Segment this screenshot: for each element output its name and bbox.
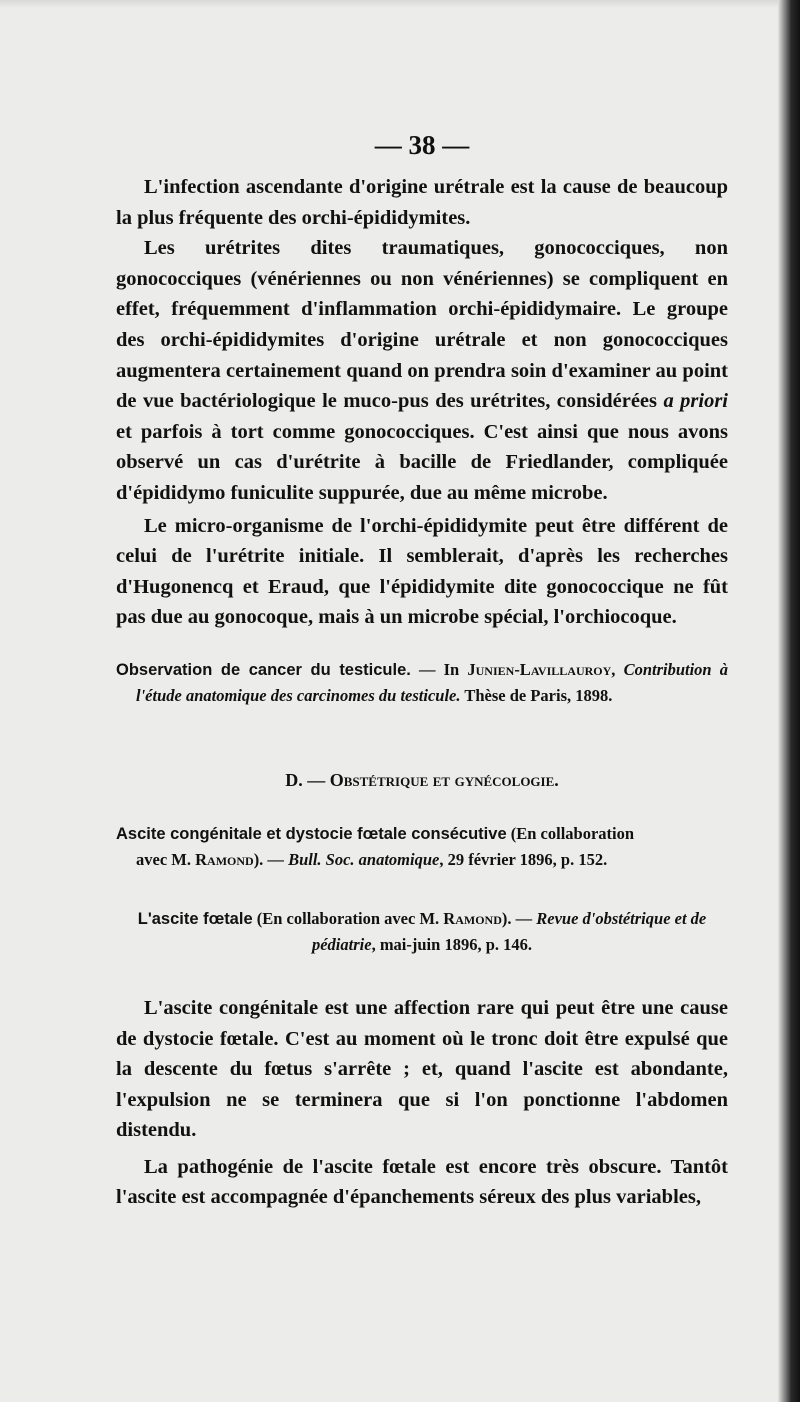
ref1-rest: Thèse de Paris, 1898. xyxy=(460,685,613,705)
para2-italic: a priori xyxy=(663,390,729,413)
para2-text-b: et parfois à tort comme gonococciques. C'est ainsi que nous avons observé un cas d'urétrite à bacille de Friedlander, compliquée d'épididymo funiculite suppurée, due au même microbe. xyxy=(116,420,728,504)
ref2-line2 xyxy=(116,847,728,872)
section-title: Obstétrique et gynécologie. xyxy=(329,769,559,790)
ref2-author: Ramond xyxy=(195,849,254,869)
page-right-shadow xyxy=(778,0,800,1402)
ref2-line2-pre: avec M. xyxy=(136,849,196,869)
paragraph-micro-organisme xyxy=(116,511,728,633)
page-number: — 38 — xyxy=(374,130,470,160)
ref3-dash: ). — xyxy=(501,908,537,928)
ref1-work: Contribution à l'étude anatomique des carcinomes du testicule. xyxy=(136,659,729,705)
ref3-author: Ramond xyxy=(443,908,502,928)
ref2-rest: , 29 février 1896, p. 152. xyxy=(439,849,608,869)
ref1-dash: — In xyxy=(410,659,468,679)
reference-ascite-congenitale xyxy=(116,821,728,872)
ref3-title: L'ascite fœtale xyxy=(137,909,253,928)
para1-line1: L'infection ascendante d'origine urétrale est la cause de beaucoup xyxy=(144,176,728,198)
section-letter: D. xyxy=(285,769,303,790)
ref3-rest: , mai-juin 1896, p. 146. xyxy=(371,934,532,954)
ref1-comma: , xyxy=(611,659,624,679)
section-heading xyxy=(116,770,728,791)
para5-text: La pathogénie de l'ascite fœtale est encore très obscure. Tantôt l'ascite est accompagnée d'épanchements séreux des plus variables, xyxy=(116,1155,728,1209)
ref3-journal: Revue d'obstétrique et de pédiatrie xyxy=(311,908,707,954)
ref2-title: Ascite congénitale et dystocie fœtale consécutive xyxy=(116,824,507,843)
page-top-shadow xyxy=(0,0,800,8)
page-text xyxy=(116,122,728,1213)
para3-text: Le micro-organisme de l'orchi-épididymite peut être différent de celui de l'urétrite initiale. Il semblerait, d'après les recherches d'Hugonencq et Eraud, que l'épididymite dite gonococcique ne fût pas due au gonocoque, mais à un microbe spécial, l'orchiocoque. xyxy=(116,514,728,629)
ref2-mid: ). — xyxy=(253,849,289,869)
paragraph-infection xyxy=(116,172,728,233)
reference-ascite-foetale xyxy=(116,906,728,957)
ref1-title: Observation de cancer du testicule. xyxy=(116,660,411,679)
ref2-collab: (En collaboration xyxy=(506,823,635,843)
section-dash: — xyxy=(302,769,330,790)
paragraph-uretrites xyxy=(116,233,728,508)
ref1-author: Junien-Lavillauroy xyxy=(467,659,612,679)
para1-line2: la plus fréquente des orchi-épididymites. xyxy=(116,206,471,229)
paragraph-pathogenie xyxy=(116,1152,728,1213)
para2-text-a: Les urétrites dites traumatiques, gonococciques, non gonococciques (vénériennes ou non vénériennes) se compliquent en effet, fréquemment d'inflammation orchi-épididymaire. Le groupe des orchi-épididymites d'origine urétrale et non gonococciques augmentera certainement quand on prendra soin d'examiner au point de vue bactériologique le muco-pus des urétrites, considérées xyxy=(116,237,728,413)
para4-text: L'ascite congénitale est une affection rare qui peut être une cause de dystocie fœtale. C'est au moment où le tronc doit être expulsé que la descente du fœtus s'arrête ; et, quand l'ascite est abondante, l'expulsion ne se terminera que si l'on ponctionne l'abdomen distendu. xyxy=(116,996,728,1142)
ref2-journal: Bull. Soc. anatomique xyxy=(288,849,440,869)
paragraph-ascite-congenitale xyxy=(116,993,728,1146)
ref2-line1 xyxy=(116,821,728,847)
ref3-collab: (En collaboration avec M. xyxy=(252,908,444,928)
reference-cancer-testicule xyxy=(116,657,728,708)
